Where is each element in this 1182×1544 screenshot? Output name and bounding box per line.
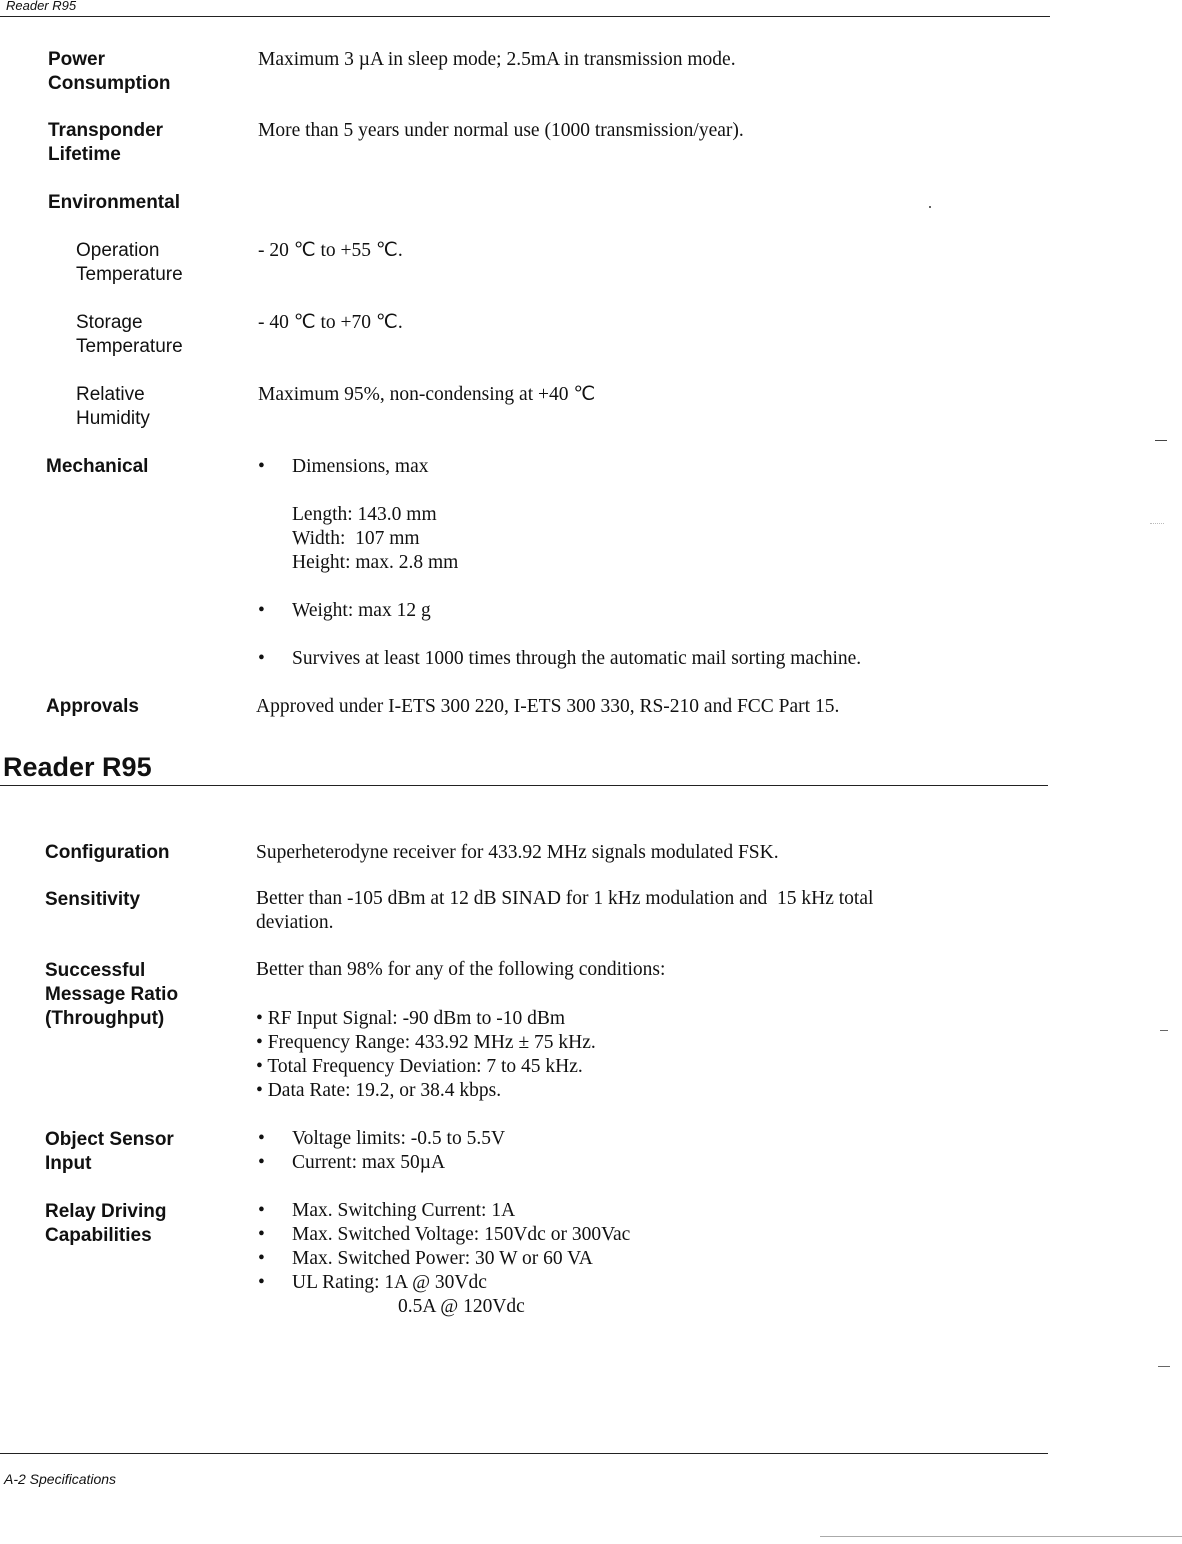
bottom-edge-mark <box>820 1536 1182 1537</box>
relay-ul-bullet: UL Rating: 1A @ 30Vdc <box>292 1272 487 1293</box>
message-ratio-intro: Better than 98% for any of the following conditions: <box>256 959 666 980</box>
power-consumption-value: Maximum 3 µA in sleep mode; 2.5mA in transmission mode. <box>258 49 736 70</box>
storage-temperature-value: - 40 ℃ to +70 ℃. <box>258 312 403 333</box>
relay-ul-continuation: 0.5A @ 120Vdc <box>398 1296 525 1317</box>
relative-humidity-value: Maximum 95%, non-condensing at +40 ℃ <box>258 384 596 405</box>
footer-rule <box>0 1453 1048 1454</box>
survives-bullet: Survives at least 1000 times through the automatic mail sorting machine. <box>292 648 862 669</box>
relay-voltage-bullet: Max. Switched Voltage: 150Vdc or 300Vac <box>292 1224 631 1245</box>
bullet-marker: • <box>258 1272 265 1293</box>
margin-mark <box>1160 1030 1168 1031</box>
header-rule <box>0 16 1050 17</box>
configuration-label: Configuration <box>45 842 170 863</box>
configuration-value: Superheterodyne receiver for 433.92 MHz signals modulated FSK. <box>256 842 779 863</box>
transponder-lifetime-label: Transponder Lifetime <box>48 120 164 165</box>
bullet-marker: • <box>258 1248 265 1269</box>
storage-temperature-label: Storage Temperature <box>76 312 183 357</box>
sensor-voltage-bullet: Voltage limits: -0.5 to 5.5V <box>292 1128 506 1149</box>
stray-dot <box>929 206 931 208</box>
relative-humidity-label: Relative Humidity <box>76 384 150 429</box>
margin-mark <box>1158 1366 1170 1367</box>
approvals-value: Approved under I-ETS 300 220, I-ETS 300 330, RS-210 and FCC Part 15. <box>256 696 840 717</box>
power-consumption-label: Power Consumption <box>48 49 171 94</box>
message-ratio-label: Successful Message Ratio (Throughput) <box>45 960 179 1029</box>
bullet-marker: • <box>258 1200 265 1221</box>
margin-mark <box>1150 523 1164 524</box>
sensor-current-bullet: Current: max 50µA <box>292 1152 446 1173</box>
bullet-marker: • <box>258 600 265 621</box>
dimensions-detail: Length: 143.0 mm Width: 107 mm Height: max. 2.8 mm <box>292 504 459 573</box>
bullet-marker: • <box>258 648 265 669</box>
relay-driving-label: Relay Driving Capabilities <box>45 1201 167 1246</box>
bullet-marker: • <box>258 1152 265 1173</box>
relay-power-bullet: Max. Switched Power: 30 W or 60 VA <box>292 1248 593 1269</box>
message-ratio-conditions: • RF Input Signal: -90 dBm to -10 dBm • Frequency Range: 433.92 MHz ± 75 kHz. • Total Frequency Deviation: 7 to 45 kHz. • Data Rate: 19.2, or 38.4 kbps. <box>256 1008 596 1101</box>
transponder-lifetime-value: More than 5 years under normal use (1000 transmission/year). <box>258 120 744 141</box>
section-rule <box>0 785 1048 786</box>
weight-bullet: Weight: max 12 g <box>292 600 431 621</box>
operation-temperature-label: Operation Temperature <box>76 240 183 285</box>
mechanical-label: Mechanical <box>46 456 149 477</box>
margin-mark <box>1155 440 1167 441</box>
object-sensor-label: Object Sensor Input <box>45 1129 174 1174</box>
bullet-marker: • <box>258 1224 265 1245</box>
dimensions-bullet: Dimensions, max <box>292 456 429 477</box>
bullet-marker: • <box>258 1128 265 1149</box>
sensitivity-label: Sensitivity <box>45 889 141 910</box>
operation-temperature-value: - 20 ℃ to +55 ℃. <box>258 240 403 261</box>
running-header: Reader R95 <box>6 0 77 13</box>
section-heading: Reader R95 <box>3 752 152 782</box>
bullet-marker: • <box>258 456 265 477</box>
approvals-label: Approvals <box>46 696 139 717</box>
page-footer: A-2 Specifications <box>4 1471 117 1487</box>
environmental-label: Environmental <box>48 192 180 213</box>
relay-current-bullet: Max. Switching Current: 1A <box>292 1200 516 1221</box>
sensitivity-value: Better than -105 dBm at 12 dB SINAD for 1 kHz modulation and 15 kHz total deviation. <box>256 888 874 933</box>
